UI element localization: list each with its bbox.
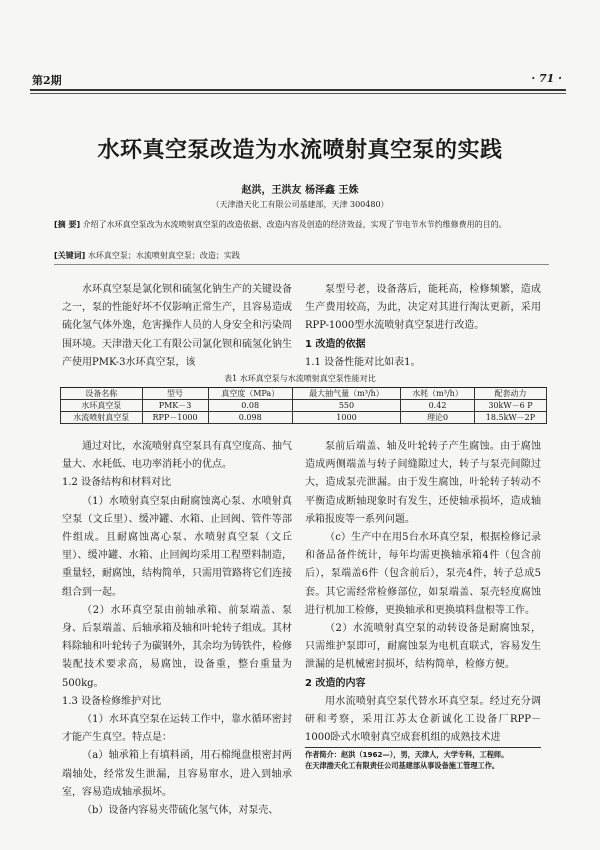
right-column-bottom [305,438,541,747]
footnote-line: 在天津渤天化工有限责任公司基建部从事设备施工管理工作。 [305,761,500,770]
paragraph: （1）水环真空泵在运转工作中，靠水循环密封才能产生真空。特点是： [62,714,292,744]
paragraph: 泵前后端盖、轴及叶轮转子产生腐蚀。由于腐蚀造成两侧端盖与转子间缝隙过大，转子与泵壳间隙过大，造成泵壳泄漏。由于发生腐蚀，叶轮转子转动不平衡造成断轴现象时有发生，还使轴承损坏，造成轴承箱报废等一系列问题。 [305,441,541,525]
paragraph: 通过对比，水流喷射真空泵具有真空度高、抽气量大、水耗低、电功率消耗小的优点。 [62,441,292,471]
table-cell: 550 [292,400,400,412]
table-row [61,412,547,424]
paragraph: （1）水喷射真空泵由耐腐蚀离心泵、水喷射真空泵（文丘里）、缓冲罐、水箱、止回阀、管件等部件组成。且耐腐蚀离心泵、水喷射真空泵（文丘里）、缓冲罐、水箱、止回阀均采用工程塑料制造，重量轻，耐腐蚀，结构简单，只需用管路将它们连接组合到一起。 [62,495,292,598]
abstract-text: 介绍了水环真空泵改为水流喷射真空泵的改造依据、改造内容及创造的经济效益，实现了节电节水节约维修费用的目的。 [82,220,507,229]
left-column-bottom [62,438,292,820]
keywords-text: 水环真空泵；水流喷射真空泵；改造；实践 [87,251,240,260]
table-cell: 0.42 [401,400,475,412]
table-cell: 0.08 [208,400,292,412]
table-header-cell: 水耗（m³/h） [401,388,475,400]
left-column-top [62,281,292,372]
issue-number: 第2期 [32,74,62,87]
table-cell: 理论0 [401,412,475,424]
table-header-cell: 配套动力 [474,388,546,400]
right-column-top [305,281,541,372]
table-cell: 1000 [292,412,400,424]
subsection-heading: 1.3 设备检修维护对比 [62,695,162,707]
table-caption: 表1 水环真空泵与水流喷射真空泵性能对比 [224,374,376,383]
keywords-label: [关键词] [54,251,86,260]
header-rule [30,89,566,91]
footnote-line: 作者简介：赵洪（1962—），男，天津人，大学专科，工程师。 [305,750,509,759]
table-cell: PMK－3 [142,400,208,412]
paragraph: （2）水环真空泵由前轴承箱、前泵端盖、泵身、后泵端盖、后轴承箱及轴和叶轮转子组成。其材料除轴和叶轮转子为碳钢外，其余均为铸铁件，检修装配技术要求高，易腐蚀，设备重，整台重量为500kg。 [62,604,292,689]
section-heading: 2 改造的内容 [305,677,366,689]
abstract-rule [54,264,549,265]
performance-table [60,387,547,424]
table-header-row [61,388,547,400]
table-cell: 30kW－6 P [474,400,546,412]
paragraph: （2）水流喷射真空泵的动转设备是耐腐蚀泵，只需维护泵即可，耐腐蚀泵为电机直联式，容易发生泄漏的是机械密封损坏，结构简单，检修方便。 [305,623,541,671]
authors: 赵洪，王洪友 杨泽鑫 王姝 [241,185,359,196]
paragraph: （c）生产中在用5台水环真空泵，根据检修记录和备品备件统计，每年均需更换轴承箱4件（包含前后），泵端盖6件（包含前后），泵壳4件，转子总成5套。其它需经常检修部位，如泵端盖、泵壳轻度腐蚀进行机加工检修，更换轴承和更换填料盘根等工作。 [305,532,541,616]
table-cell: 水流喷射真空泵 [61,412,143,424]
paragraph: 水环真空泵是氯化钡和硫氢化钠生产的关键设备之一，泵的性能好坏不仅影响正常生产，且容易造成硫化氢气体外逸，危害操作人员的人身安全和污染周围环境。天津渤天化工有限公司氯化钡和硫氢化钠生产使用PMK-3水环真空泵，该 [62,284,292,368]
author-footnote [305,749,541,771]
table-header-cell: 最大抽气量（m³/h） [292,388,400,400]
article-title: 水环真空泵改造为水流喷射真空泵的实践 [97,138,503,163]
abstract-label: [摘 要] [54,220,81,229]
header-rule-thin [30,93,566,94]
affiliation: （天津渤天化工有限公司基建部，天津 300480） [211,200,389,209]
table-row [61,400,547,412]
footnote-rule [305,747,541,748]
table-cell: 18.5kW－2P [474,412,546,424]
page-number: · 71 · [531,72,562,85]
table-cell: RPP－1000 [142,412,208,424]
subsection-heading: 1.1 设备性能对比如表1。 [305,356,421,368]
table-header-cell: 真空度（MPa） [208,388,292,400]
abstract [54,218,549,232]
table-header-cell: 设备名称 [61,388,143,400]
paragraph: （a）轴承箱上有填料函，用石棉绳盘根密封两端轴处，经常发生泄漏，且容易窜水，进入到轴承室，容易造成轴承损坏。 [62,750,292,798]
table-cell: 水环真空泵 [61,400,143,412]
table-cell: 0.098 [208,412,292,424]
subsection-heading: 1.2 设备结构和材料对比 [62,477,172,489]
table-header-cell: 型号 [142,388,208,400]
paragraph: （b）设备内容易夹带硫化氢气体，对泵壳、 [82,805,279,817]
keywords [54,250,549,261]
section-heading: 1 改造的依据 [305,338,366,350]
paragraph: 泵型号老，设备落后，能耗高，检修频繁，造成生产费用较高，为此，决定对其进行淘汰更新，采用RPP-1000型水流喷射真空泵进行改造。 [305,284,541,332]
paragraph: 用水流喷射真空泵代替水环真空泵。经过充分调研和考察，采用江苏太仓新诚化工设备厂RPP－1000卧式水喷射真空成套机组的成熟技术进 [305,695,541,744]
